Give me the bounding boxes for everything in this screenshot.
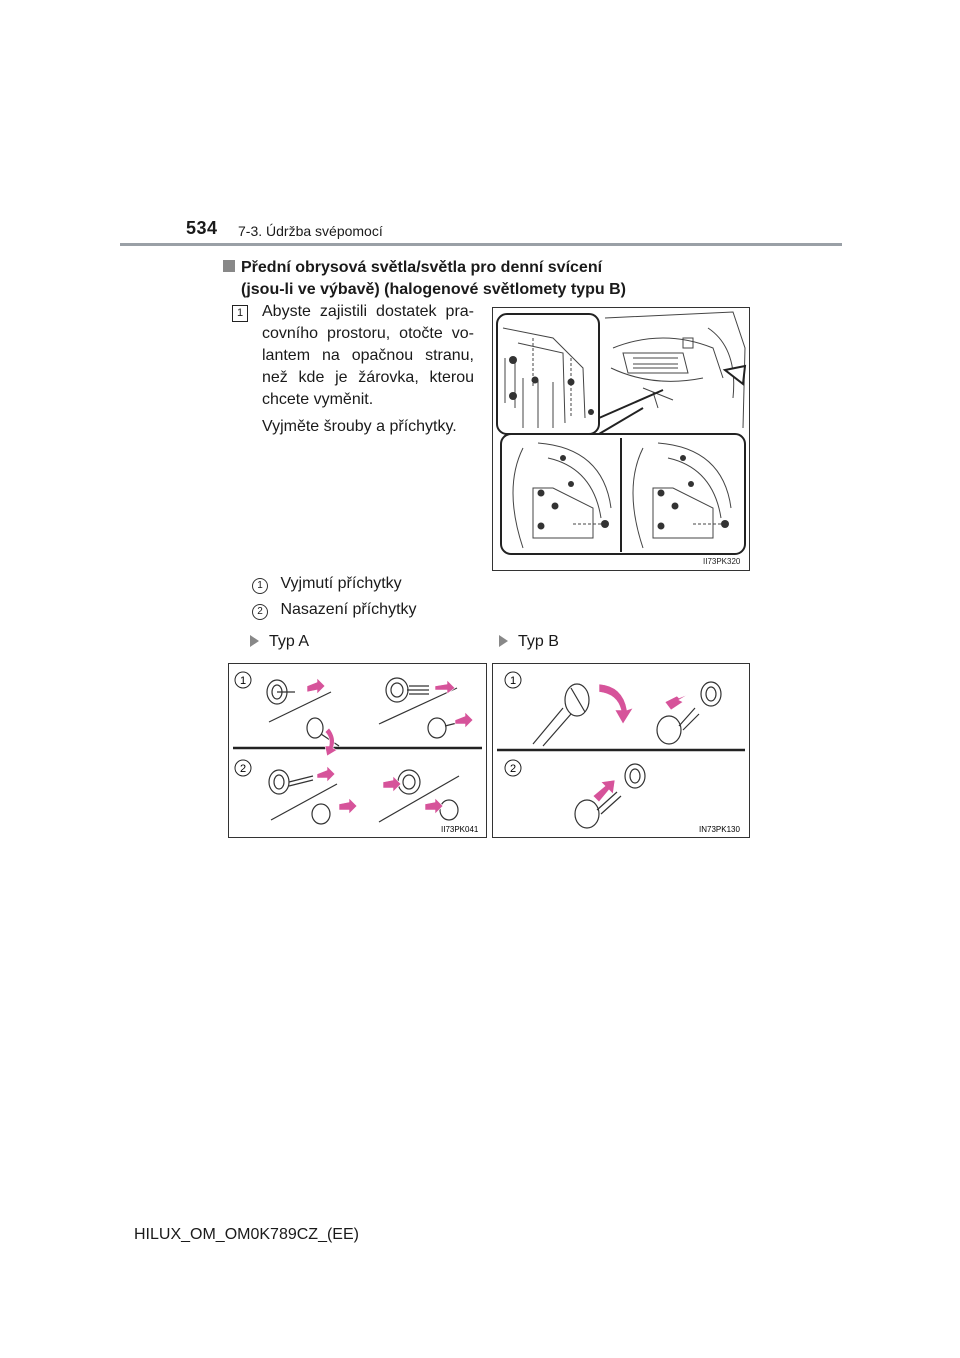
legend-item-1	[252, 575, 402, 594]
type-a-text: Typ A	[269, 633, 310, 650]
step-2-marker: 2	[239, 763, 247, 775]
step-text: Abyste zajistili dostatek pracovního prostoru, otočte volantem na opačnou stranu, než kde je žárovka, kterou chcete vyměnit.	[262, 303, 474, 408]
step-text-secondary: Vyjměte šrouby a příchytky.	[262, 418, 457, 435]
chapter-title: 7-3. Údržba svépomocí	[238, 223, 383, 239]
heading-bullet-icon	[223, 260, 235, 272]
document-footer: HILUX_OM_OM0K789CZ_(EE)	[134, 1226, 359, 1243]
triangle-bullet-icon	[499, 635, 508, 647]
legend-text: Vyjmutí příchytky	[280, 575, 402, 592]
type-b-text: Typ B	[518, 633, 559, 650]
heading-line-2: (jsou-li ve výbavě) (halogenové světlomety typu B)	[241, 281, 626, 298]
step-2-marker: 2	[509, 763, 517, 775]
figure-type-b	[492, 663, 750, 838]
type-b-label	[499, 633, 559, 651]
figure-code: II73PK041	[441, 825, 479, 834]
vehicle-bumper-illustration	[493, 308, 749, 570]
figure-clip-locations	[492, 307, 750, 571]
figure-code: IN73PK130	[699, 825, 740, 834]
heading-line-1: Přední obrysová světla/světla pro denní svícení	[241, 259, 603, 276]
figure-code: II73PK320	[703, 557, 741, 566]
figure-type-a	[228, 663, 487, 838]
legend-number: 2	[252, 604, 268, 620]
triangle-bullet-icon	[250, 635, 259, 647]
legend-text: Nasazení příchytky	[280, 601, 417, 618]
step-number: 1	[232, 305, 248, 322]
type-a-clip-illustration	[229, 664, 486, 837]
step-1-marker: 1	[509, 675, 517, 687]
legend-item-2	[252, 601, 417, 620]
legend-number: 1	[252, 578, 268, 594]
section-heading	[223, 257, 626, 301]
page-number: 534	[186, 218, 218, 238]
type-b-clip-illustration	[493, 664, 749, 837]
type-a-label	[250, 633, 309, 651]
header-divider	[120, 243, 842, 246]
step-1-marker: 1	[239, 675, 247, 687]
